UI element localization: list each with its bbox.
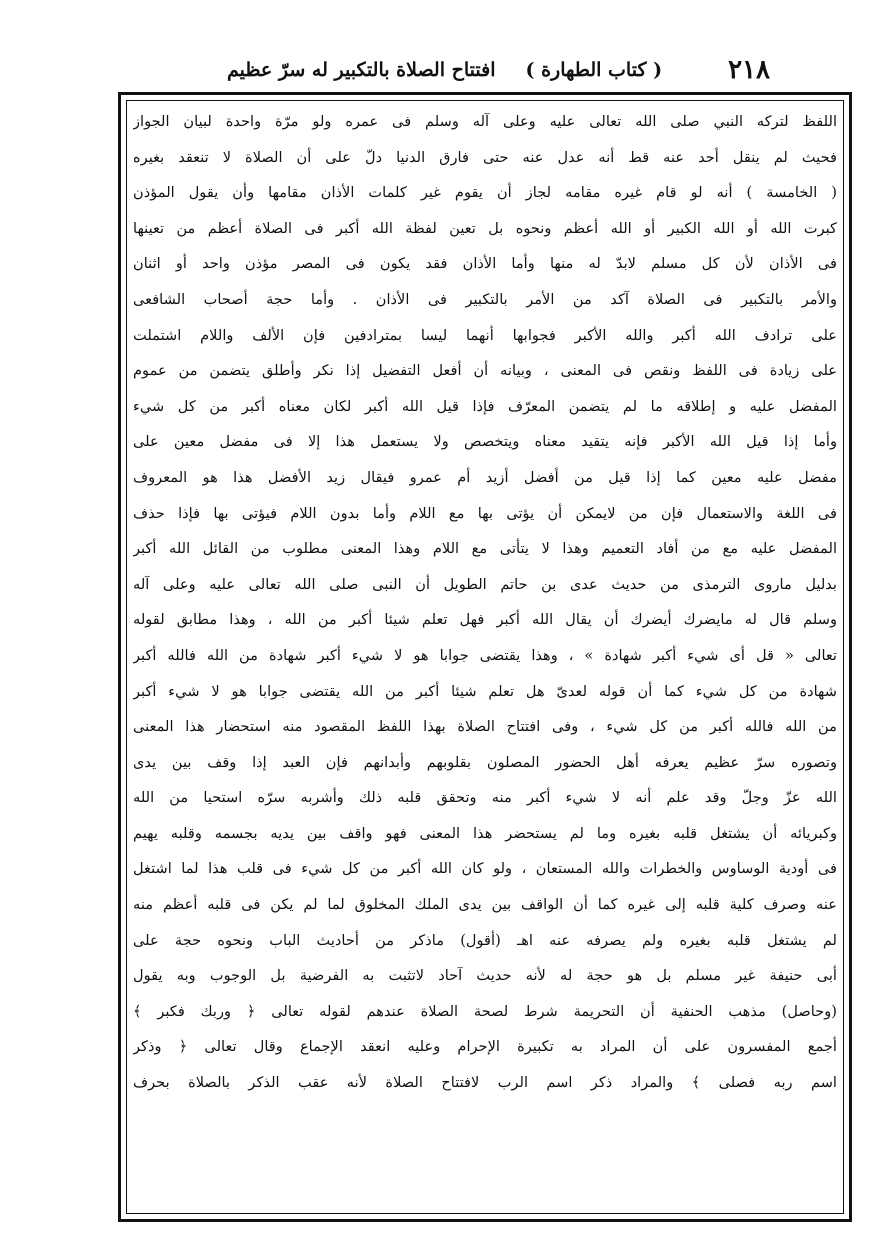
page-number: ٢١٨ [728,55,770,85]
page-header [195,48,770,92]
text-line: وسلم قال له مايضرك أيضرك أن يقال الله أكبر فهل تعلم شيئا أكبر من الله ، وهذا مطابق لقوله [133,611,837,629]
text-line: تعالى « قل أى شيء أكبر شهادة » ، وهذا يقتضى جوابا هو لا شيء أكبر شهادة من الله فالله أكبر [133,646,837,664]
text-line: فى الأذان لأن كل مسلم لابدّ له منها وأما الأذان فقد يكون فى المصر مؤذن واحد أو اثنان [133,255,837,273]
text-line: كبرت الله أو الله الكبير أو الله أعظم ونحوه بل تعين لفظة الله أكبر فى الصلاة أعظم من تعينها [133,219,837,237]
text-line: اللفظ لتركه النبي صلى الله تعالى عليه وعلى آله وسلم فى عمره ولو مرّة واحدة لبيان الجواز [133,113,837,130]
text-line: وكبريائه أن يشتغل قلبه بغيره وما لم يستحضر هذا المعنى فهو واقف بين يديه بجسمه وقلبه يهيم [133,824,837,842]
body-text [133,104,837,1208]
text-line: المفضل عليه مع من أفاد التعميم وهذا لا يتأتى مع اللام وهذا المعنى مطلوب من القائل الله أكبر [133,540,837,558]
text-line: أجمع المفسرون على أن المراد به تكبيرة الإحرام وعليه انعقد الإجماع وقال تعالى ﴿ وذكر [133,1038,837,1056]
running-title: افتتاح الصلاة بالتكبير له سرّ عظيم [226,59,496,81]
text-line: وتصوره سرّ عظيم يعرفه أهل الحضور المصلون بقلوبهم وأبدانهم فإن العبد إذا وقف بين يدى [133,753,837,771]
text-line: الله عزّ وجلّ وقد علم أنه لا شيء أكبر منه وتحقق قلبه ذلك وأشربه سرّه استحيا من الله [133,789,837,807]
text-line: بدليل ماروى الترمذى من حديث عدى بن حاتم الطويل أن النبى صلى الله تعالى عليه وعلى آله [133,575,837,593]
text-line: وأما إذا قيل الله الأكبر فإنه يتقيد معناه ويتخصص ولا يستعمل هذا إلا فى مفضل معين على [133,433,837,451]
text-line: من الله فالله أكبر من كل شيء ، وفى افتتاح الصلاة بهذا اللفظ المقصود منه استحضار هذا المعنى [133,718,837,736]
text-line: (وحاصل) مذهب الحنفية أن التحريمة شرط لصحة الصلاة عندهم لقوله تعالى ﴿ وربك فكبر ﴾ [133,1002,837,1020]
text-line: فحيث لم ينقل أحد عنه قط أنه عدل عنه حتى فارق الدنيا دلّ على أن الصلاة لا تنعقد بغيره [133,148,837,166]
text-line: لم يشتغل قلبه بغيره ولم يصرفه عنه اهـ (أقول) ماذكر من أحاديث الباب ونحوه حجة على [133,931,837,949]
text-line: على ترادف الله أكبر والله الأكبر فجوابها أنهما ليسا بمترادفين فإن الألف واللام اشتملت [133,326,837,344]
text-line: عنه وصرف كلية قلبه إلى غيره كما أن الواقف بين يدى الملك المخلوق لما لم يكن فى قلبه أعظم منه [133,896,837,914]
text-line: مفضل عليه معين كما إذا قيل من أفضل أزيد أم عمرو فيقال زيد الأفضل هذا هو المعروف [133,468,837,486]
text-line: ( الخامسة ) أنه لو قام غيره مقامه لجاز أن يقوم غير كلمات الأذان مقامها وأن يقول المؤذن [133,184,837,202]
text-line: شهادة من كل شيء كما أن قوله لعدىّ هل تعلم شيئا أكبر من الله يقتضى جوابا هو لا شيء أكبر [133,682,837,700]
text-line: فى اللغة والاستعمال فإن من لايمكن أن يؤتى بها مع اللام وأما بدون اللام فيؤتى بها فإذا حذف [133,504,837,522]
text-line: والأمر بالتكبير فى الصلاة آكد من الأمر بالتكبير فى الأذان . وأما حجة أصحاب الشافعى [133,290,837,308]
text-line: المفضل عليه و إطلاقه ما لم يتضمن المعرّف فإذا قيل الله أكبر لكان معناه أكبر من كل شيء [133,397,837,415]
text-line: اسم ربه فصلى ﴾ والمراد ذكر اسم الرب لافتتاح الصلاة لأنه عقب الذكر بالصلاة بحرف [133,1074,837,1092]
text-line: على زيادة فى اللفظ ونقص فى المعنى ، وبيانه أن أفعل التفضيل إذا نكر وأطلق يتضمن من عموم [133,362,837,380]
chapter-title: ( كتاب الطهارة ) [525,59,663,81]
text-line: أبى حنيفة غير مسلم بل هو حجة له لأنه حديث آحاد لاتثبت به الفرضية بل الوجوب وبه يقول [133,967,837,985]
text-line: فى أودية الوساوس والخطرات والله المستعان ، ولو كان الله أكبر من كل شيء فى قلب هذا لما اشتغل [133,860,837,878]
